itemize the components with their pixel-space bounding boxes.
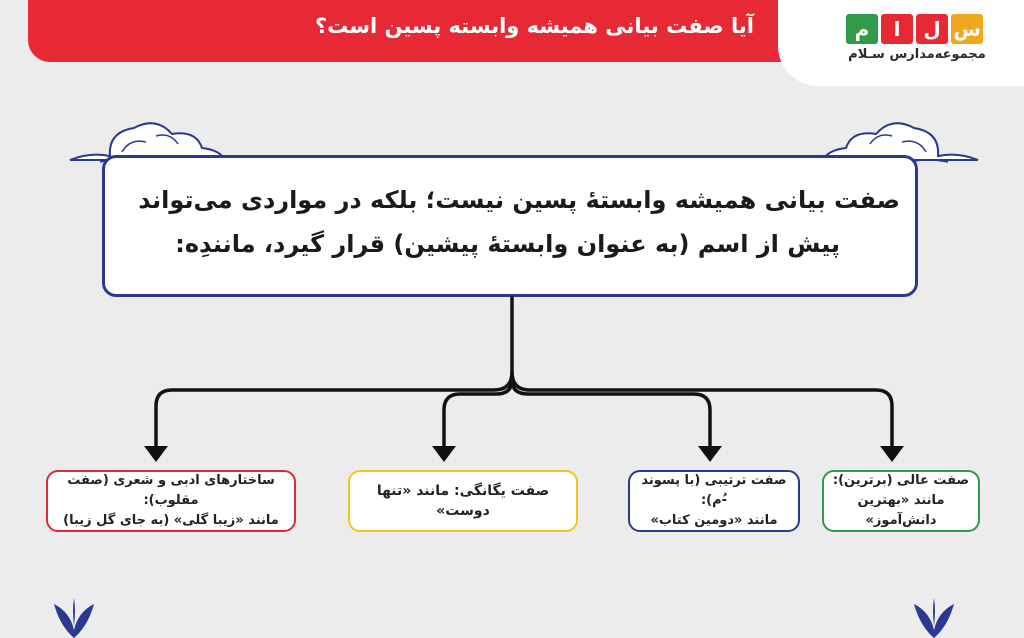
logo-letter: س [951, 14, 983, 44]
branch-line-1: ساختارهای ادبی و شعری (صفت مقلوب): [67, 473, 275, 508]
branch-box-literary [46, 470, 296, 532]
branch-line-2: مانند «زیبا گلی» (به جای گل زیبا) [63, 513, 279, 528]
branch-line-2: مانند «بهترین دانش‌آموز» [857, 493, 945, 528]
main-line-1: صفت بیانی همیشه وابستهٔ پسین نیست؛ بلکه در مواردی می‌تواند [138, 186, 900, 214]
logo-letter: ا [881, 14, 913, 44]
branch-line-1: صفت یگانگی: مانند «تنها دوست» [376, 483, 550, 519]
page-title: آیا صفت بیانی همیشه وابسته پسین است؟ [314, 14, 754, 38]
logo-letter: م [846, 14, 878, 44]
logo-caption: مجموعه‌مدارس سـلام [848, 47, 986, 62]
logo-letter: ل [916, 14, 948, 44]
branch-box-uniqueness [348, 470, 578, 532]
leaf-right-icon [910, 596, 958, 638]
branch-line-1: صفت ترتیبی (با پسوند -ُم): [641, 473, 787, 508]
branch-line-2: مانند «دومین کتاب» [650, 513, 778, 528]
branch-box-superlative [822, 470, 980, 532]
branch-box-ordinal [628, 470, 800, 532]
main-line-2: پیش از اسم (به عنوان وابستهٔ پیشین) قرار گیرد، مانندِه: [175, 230, 840, 258]
leaf-left-icon [50, 596, 98, 638]
branch-line-1: صفت عالی (برترین): [832, 473, 970, 488]
